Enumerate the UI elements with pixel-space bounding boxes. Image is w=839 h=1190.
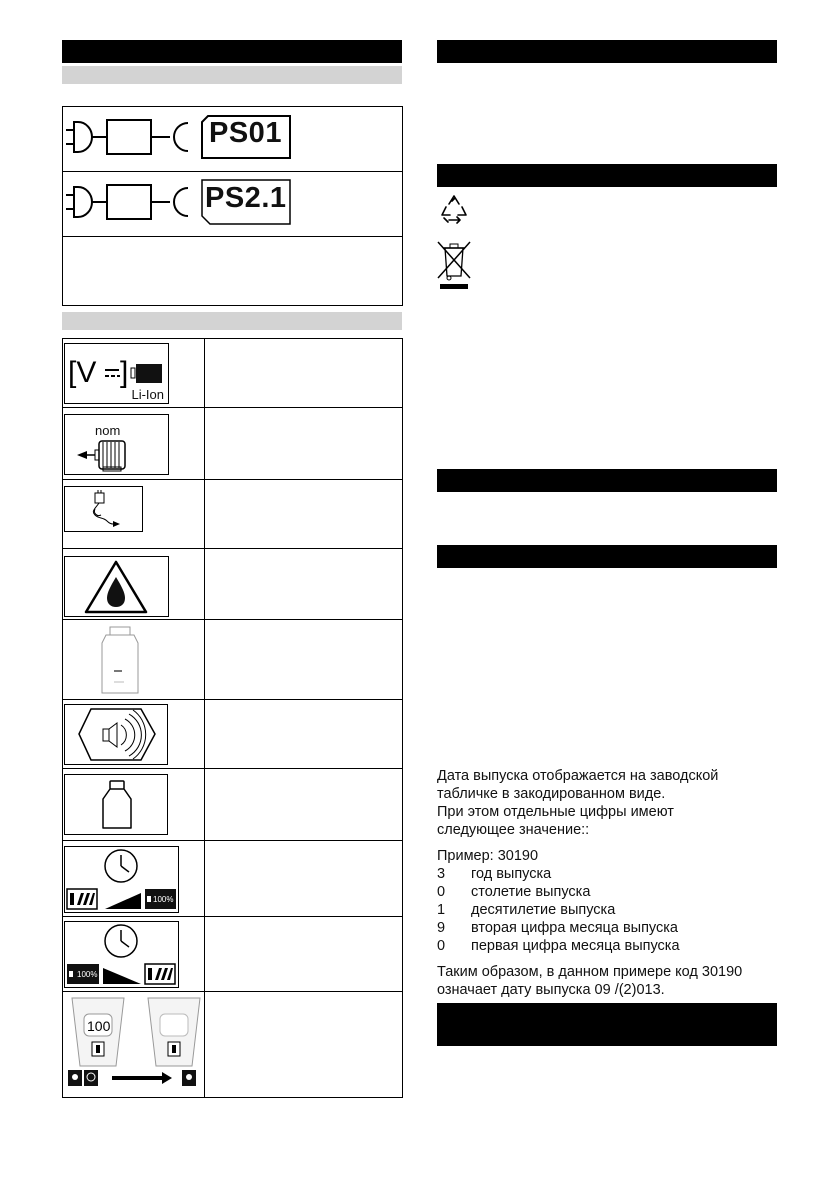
full-charge-label: 100% bbox=[77, 970, 98, 979]
code-row bbox=[437, 919, 737, 937]
ps21-label: PS2.1 bbox=[205, 182, 287, 214]
date-intro-line-4: следующее значение:: bbox=[437, 822, 590, 838]
nom-label: nom bbox=[95, 423, 121, 438]
table-divider bbox=[62, 171, 403, 172]
code-meaning: столетие выпуска bbox=[471, 884, 591, 900]
warning-liquid-icon bbox=[64, 556, 169, 617]
code-meaning: год выпуска bbox=[471, 866, 552, 882]
runtime-icon bbox=[64, 921, 179, 988]
code-meaning: вторая цифра месяца выпуска bbox=[471, 920, 679, 936]
table-divider bbox=[62, 991, 403, 992]
code-digit: 1 bbox=[437, 902, 446, 918]
code-meaning: десятилетие выпуска bbox=[471, 902, 616, 918]
svg-text:[V: [V bbox=[68, 356, 97, 389]
ps01-label: PS01 bbox=[209, 117, 282, 149]
conclusion-line-1: Таким образом, в данном примере код 30190 bbox=[437, 964, 743, 980]
conclusion-line-2: означает дату выпуска 09 /(2)013. bbox=[437, 982, 665, 998]
charger-plug-icon bbox=[64, 116, 196, 158]
code-row bbox=[437, 901, 737, 919]
li-ion-label: Li-Ion bbox=[131, 387, 164, 402]
svg-text:]: ] bbox=[120, 356, 129, 389]
tank-capacity-icon bbox=[98, 625, 142, 695]
noise-level-icon bbox=[64, 704, 168, 765]
table-divider bbox=[62, 236, 403, 237]
charger-plug-icon bbox=[64, 181, 196, 223]
code-row bbox=[437, 883, 737, 901]
table-divider bbox=[62, 619, 403, 620]
symbols-table-column-divider bbox=[204, 338, 205, 1098]
left-subsection-bar-2 bbox=[62, 312, 402, 330]
table-divider bbox=[62, 479, 403, 480]
nominal-power-icon bbox=[64, 414, 169, 475]
full-charge-label: 100% bbox=[153, 895, 174, 904]
table-divider bbox=[62, 840, 403, 841]
recycling-icon bbox=[438, 193, 470, 225]
right-section-header-bar-2 bbox=[437, 164, 777, 187]
right-section-header-bar-4 bbox=[437, 545, 777, 568]
table-divider bbox=[62, 699, 403, 700]
example-label: Пример: 30190 bbox=[437, 848, 539, 864]
charging-time-icon bbox=[64, 846, 179, 913]
right-section-header-bar-1 bbox=[437, 40, 777, 63]
table-divider bbox=[62, 916, 403, 917]
code-digit: 0 bbox=[437, 938, 446, 954]
battery-voltage-icon bbox=[64, 343, 169, 404]
left-subsection-bar-1 bbox=[62, 66, 402, 84]
table-divider bbox=[62, 548, 403, 549]
weight-icon bbox=[64, 774, 168, 835]
right-section-header-bar-5 bbox=[437, 1003, 777, 1046]
crossed-bin-icon bbox=[436, 240, 472, 292]
code-row bbox=[437, 937, 737, 955]
charger-icon bbox=[64, 486, 143, 532]
code-meaning: первая цифра месяца выпуска bbox=[471, 938, 680, 954]
date-intro-line-2: табличке в закодированном виде. bbox=[437, 786, 666, 802]
display-icon bbox=[66, 996, 204, 1090]
date-intro-line-1: Дата выпуска отображается на заводской bbox=[437, 768, 719, 784]
code-row bbox=[437, 865, 737, 883]
left-section-header-bar bbox=[62, 40, 402, 63]
table-divider bbox=[62, 407, 403, 408]
right-section-header-bar-3 bbox=[437, 469, 777, 492]
code-digit: 3 bbox=[437, 866, 446, 882]
code-digit: 9 bbox=[437, 920, 446, 936]
code-digit: 0 bbox=[437, 884, 446, 900]
table-divider bbox=[62, 768, 403, 769]
svg-text:100: 100 bbox=[87, 1018, 111, 1034]
date-intro-line-3: При этом отдельные цифры имеют bbox=[437, 804, 674, 820]
